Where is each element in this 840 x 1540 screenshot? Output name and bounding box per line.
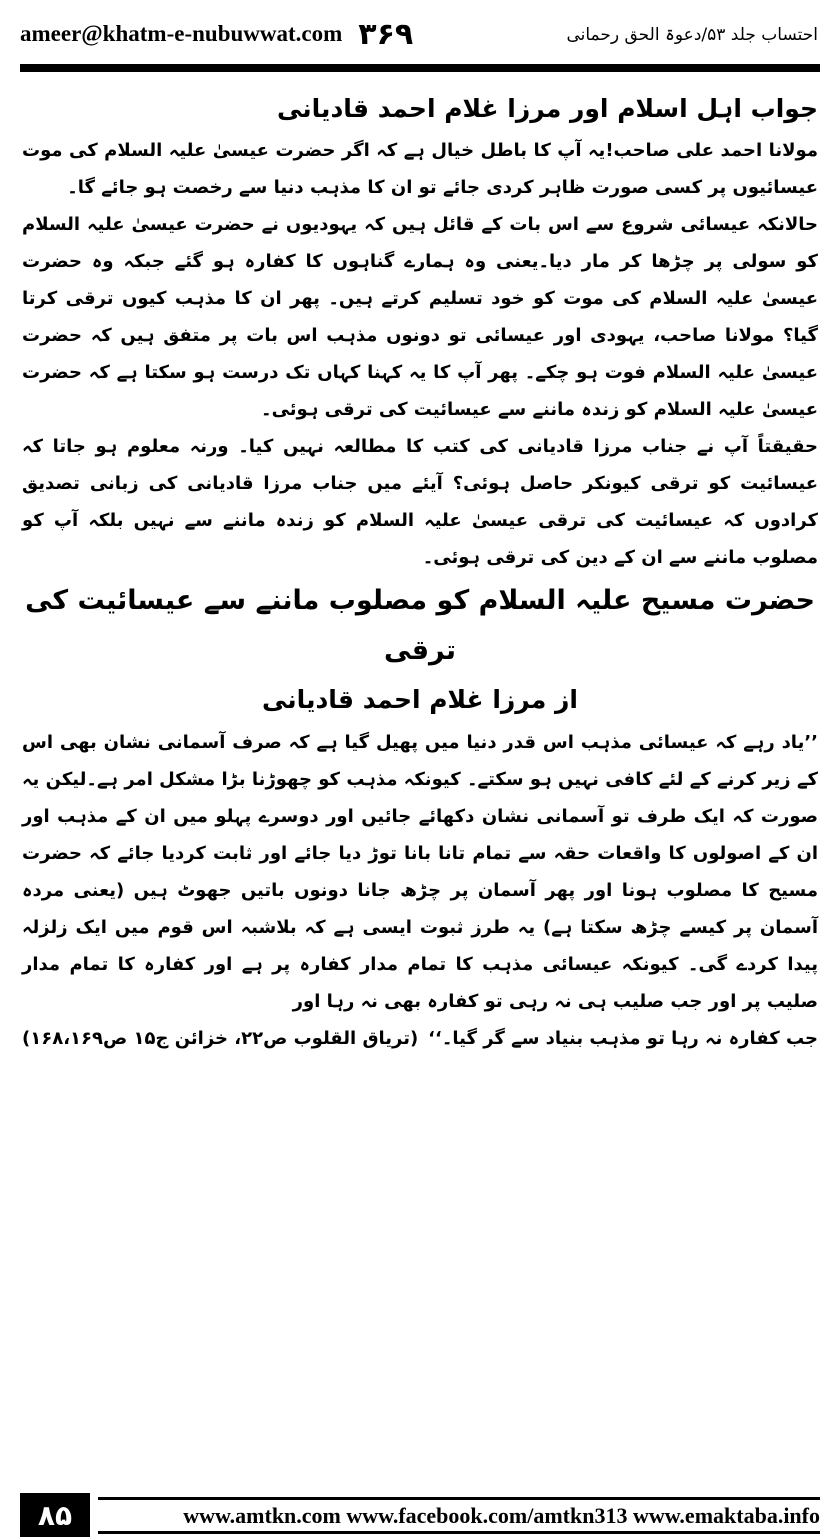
paragraph-1: مولانا احمد علی صاحب!یہ آپ کا باطل خیال ہے کہ اگر حضرت عیسیٰ علیہ السلام کی موت عیسائیوں پر کسی صورت ظاہر کردی جائے تو ان کا مذہب دنیا سے رخصت ہو جائے گا۔ [22,140,818,198]
header-left [20,17,413,52]
subheading-author: از مرزا غلام احمد قادیانی [262,685,578,714]
footer-book-page-number: ۸۵ [20,1493,90,1537]
quote-closing-line [22,1020,818,1057]
header-running-title: احتساب جلد ۵۳/دعوۃ الحق رحمانی [566,24,818,45]
page-footer [20,1493,820,1533]
quote-body: ’’یاد رہے کہ عیسائی مذہب اس قدر دنیا میں پھیل گیا ہے کہ صرف آسمانی نشان بھی اس کے زیر کرنے کے لئے کافی نہیں ہو سکتے۔ کیونکہ مذہب کو چھوڑنا بڑا مشکل امر ہے۔لیکن یہ صورت کہ ایک طرف تو آسمانی نشان دکھائے جائیں اور دوسرے پہلو میں ان کے مذہب اور ان کے اصولوں کا واقعات حقہ سے تمام تانا بانا توڑ دیا جائے اور ثابت کردیا جائے کہ حضرت مسیح کا مصلوب ہونا اور پھر آسمان پر چڑھ جانا دونوں باتیں جھوٹ ہیں (یعنی مردہ آسمان پر کیسے چڑھ سکتا ہے) یہ طرز ثبوت ایسی ہے کہ بلاشبہ اس قوم میں ایک زلزلہ پیدا کردے گی۔ کیونکہ عیسائی مذہب کا تمام مدار کفارہ پر ہے اور کفارہ کا تمام مدار صلیب پر اور جب صلیب ہی نہ رہی تو کفارہ بھی نہ رہا اور [22,732,818,1012]
paragraph-2: حالانکہ عیسائی شروع سے اس بات کے قائل ہیں کہ یہودیوں نے حضرت عیسیٰ علیہ السلام کو سولی پر چڑھا کر مار دیا۔یعنی وہ ہمارے گناہوں کا کفارہ ہو گئے جبکہ وہ حضرت عیسیٰ علیہ السلام کی موت کو خود تسلیم کرتے ہیں۔ پھر ان کا مذہب کیوں ترقی کرتا گیا؟ مولانا صاحب، یہودی اور عیسائی تو دونوں مذہب اس بات پر متفق ہیں کہ حضرت عیسیٰ علیہ السلام فوت ہو چکے۔ پھر آپ کا یہ کہنا کہاں تک درست ہو سکتا ہے کہ حضرت عیسیٰ علیہ السلام کو زندہ ماننے سے عیسائیت کی ترقی ہوئی۔ [22,214,818,420]
footer-rule-bottom [98,1531,820,1534]
section-title: جواب اہل اسلام اور مرزا غلام احمد قادیانی [276,94,818,123]
page-body [22,86,818,1057]
paragraph-3: حقیقتاً آپ نے جناب مرزا قادیانی کی کتب کا مطالعہ نہیں کیا۔ ورنہ معلوم ہو جاتا کہ عیسائیت کو ترقی کیونکر حاصل ہوئی؟ آیئے میں جناب مرزا قادیانی کی زبانی تصدیق کرادوں کہ عیسائیت کی ترقی عیسیٰ علیہ السلام کو زندہ ماننے سے نہیں بلکہ آپ کو مصلوب ماننے سے ان کے دین کی ترقی ہوئی۔ [22,436,818,568]
header-page-number: ۳۶۹ [358,16,414,52]
subheading: حضرت مسیح علیہ السلام کو مصلوب ماننے سے عیسائیت کی ترقی [25,585,815,666]
header-rule [20,64,820,72]
footer-links: www.amtkn.com www.facebook.com/amtkn313 www.emaktaba.info [183,1503,820,1528]
citation: (تریاق القلوب ص۲۲، خزائن ج۱۵ ص۱۶۸،۱۶۹) [22,1028,419,1049]
header-email: ameer@khatm-e-nubuwwat.com [20,21,343,46]
quote-last-line: جب کفارہ نہ رہا تو مذہب بنیاد سے گر گیا۔‘‘ [428,1028,818,1049]
page-header [20,14,818,54]
footer-rule-top [98,1497,820,1500]
